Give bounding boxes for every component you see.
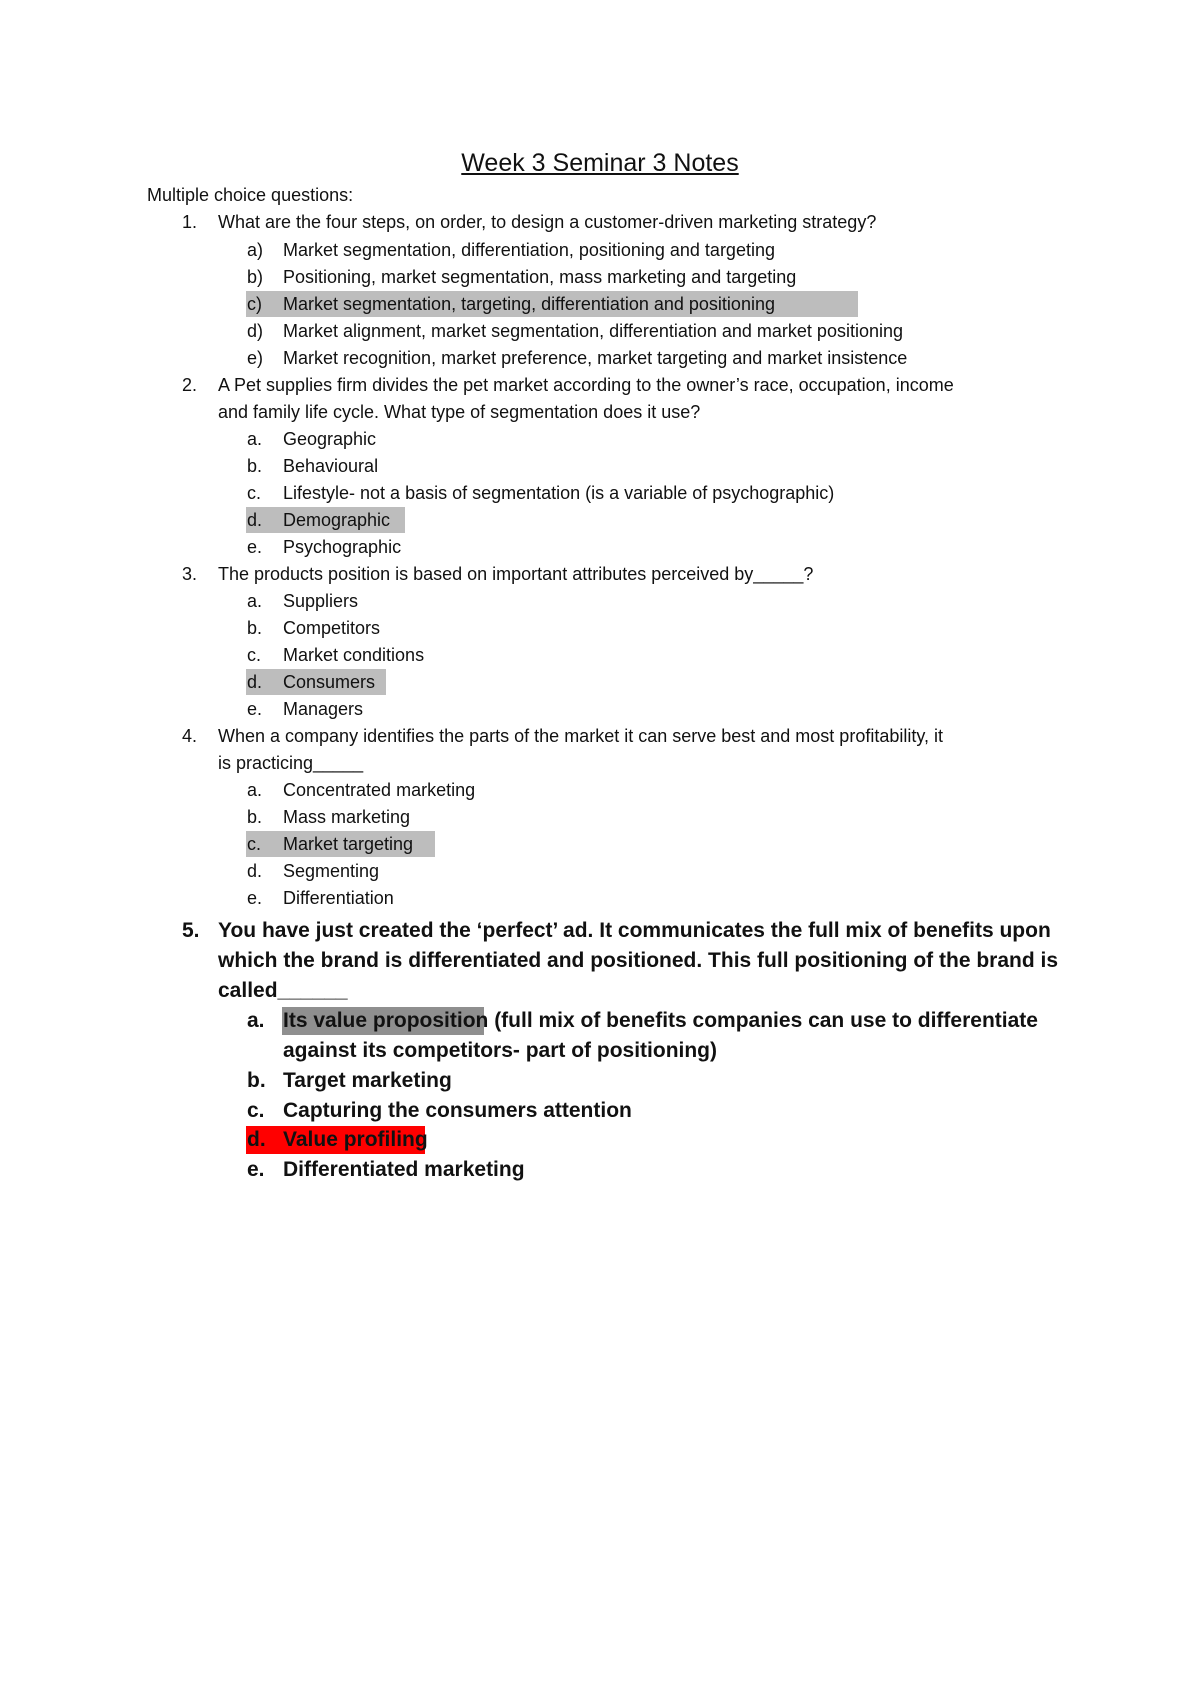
page-title: Week 3 Seminar 3 Notes <box>461 149 739 177</box>
option-label: b. <box>247 618 263 638</box>
option-label: b. <box>247 456 263 476</box>
option-text: Positioning, market segmentation, mass marketing and targeting <box>283 267 797 287</box>
option-text-answer <box>283 1006 1038 1036</box>
question-text: What are the four steps, on order, to design a customer-driven marketing strategy? <box>218 212 877 232</box>
option-text: Differentiated marketing <box>283 1158 525 1181</box>
option-label: a. <box>247 429 263 449</box>
question-text: A Pet supplies firm divides the pet market according to the owner’s race, occupation, income <box>218 375 954 395</box>
option-text: Competitors <box>283 618 381 638</box>
option-label: b. <box>247 807 263 827</box>
question-text-line3: called______ <box>218 979 348 1002</box>
question-number: 2. <box>182 375 198 395</box>
option-label: c. <box>247 483 262 503</box>
option-label: e. <box>247 699 263 719</box>
option-text-answer: Market segmentation, targeting, differentiation and positioning <box>283 294 775 314</box>
question-number: 1. <box>182 212 198 232</box>
option-label-answer: c) <box>247 294 262 314</box>
option-label: c. <box>247 1099 265 1122</box>
option-label: b. <box>247 1069 266 1092</box>
option-label: d) <box>247 321 264 341</box>
intro-text: Multiple choice questions: <box>147 185 354 205</box>
option-label-answer: c. <box>247 834 262 854</box>
option-text: Differentiation <box>283 888 394 908</box>
option-text: Psychographic <box>283 537 402 557</box>
option-text-wrong: Value profiling <box>283 1128 428 1151</box>
option-text: Mass marketing <box>283 807 411 827</box>
option-label-wrong: d. <box>247 1128 266 1151</box>
option-text: Market alignment, market segmentation, differentiation and market positioning <box>283 321 903 341</box>
option-text: Geographic <box>283 429 377 449</box>
option-label: a. <box>247 591 263 611</box>
option-label-answer: a. <box>247 1009 265 1032</box>
option-text: Capturing the consumers attention <box>283 1099 632 1122</box>
option-label: e) <box>247 348 264 368</box>
option-text: Behavioural <box>283 456 379 476</box>
option-label: b) <box>247 267 264 287</box>
option-label: e. <box>247 888 263 908</box>
option-label-answer: d. <box>247 510 263 530</box>
option-text: Market segmentation, differentiation, positioning and targeting <box>283 240 775 260</box>
option-text: Target marketing <box>283 1069 452 1092</box>
option-text: Concentrated marketing <box>283 780 476 800</box>
option-text: Segmenting <box>283 861 380 881</box>
question-text-line2: is practicing_____ <box>218 753 364 773</box>
option-label: e. <box>247 1158 265 1181</box>
question-text: The products position is based on important attributes perceived by_____? <box>218 564 814 584</box>
question-number: 5. <box>182 919 200 942</box>
answer-note-line2: against its competitors- part of positioning) <box>283 1039 718 1062</box>
option-text-answer: Demographic <box>283 510 391 530</box>
option-label: e. <box>247 537 263 557</box>
option-text: Managers <box>283 699 364 719</box>
answer-note: (full mix of benefits companies can use to differentiate <box>488 1009 1038 1032</box>
answer-term: Its value proposition <box>283 1009 489 1032</box>
option-text-answer: Consumers <box>283 672 376 692</box>
option-text: Suppliers <box>283 591 359 611</box>
question-number: 3. <box>182 564 198 584</box>
question-text-line2: and family life cycle. What type of segmentation does it use? <box>218 402 701 422</box>
option-label: a) <box>247 240 264 260</box>
option-label: d. <box>247 861 263 881</box>
option-label: a. <box>247 780 263 800</box>
question-text: You have just created the ‘perfect’ ad. It communicates the full mix of benefits upon <box>218 919 1051 942</box>
question-text: When a company identifies the parts of the market it can serve best and most profitability, it <box>218 726 944 746</box>
option-label: c. <box>247 645 262 665</box>
question-number: 4. <box>182 726 198 746</box>
option-text: Market recognition, market preference, market targeting and market insistence <box>283 348 908 368</box>
option-text: Lifestyle- not a basis of segmentation (is a variable of psychographic) <box>283 483 835 503</box>
option-label-answer: d. <box>247 672 263 692</box>
question-text-line2: which the brand is differentiated and positioned. This full positioning of the brand is <box>218 949 1059 972</box>
option-text-answer: Market targeting <box>283 834 414 854</box>
option-text: Market conditions <box>283 645 425 665</box>
